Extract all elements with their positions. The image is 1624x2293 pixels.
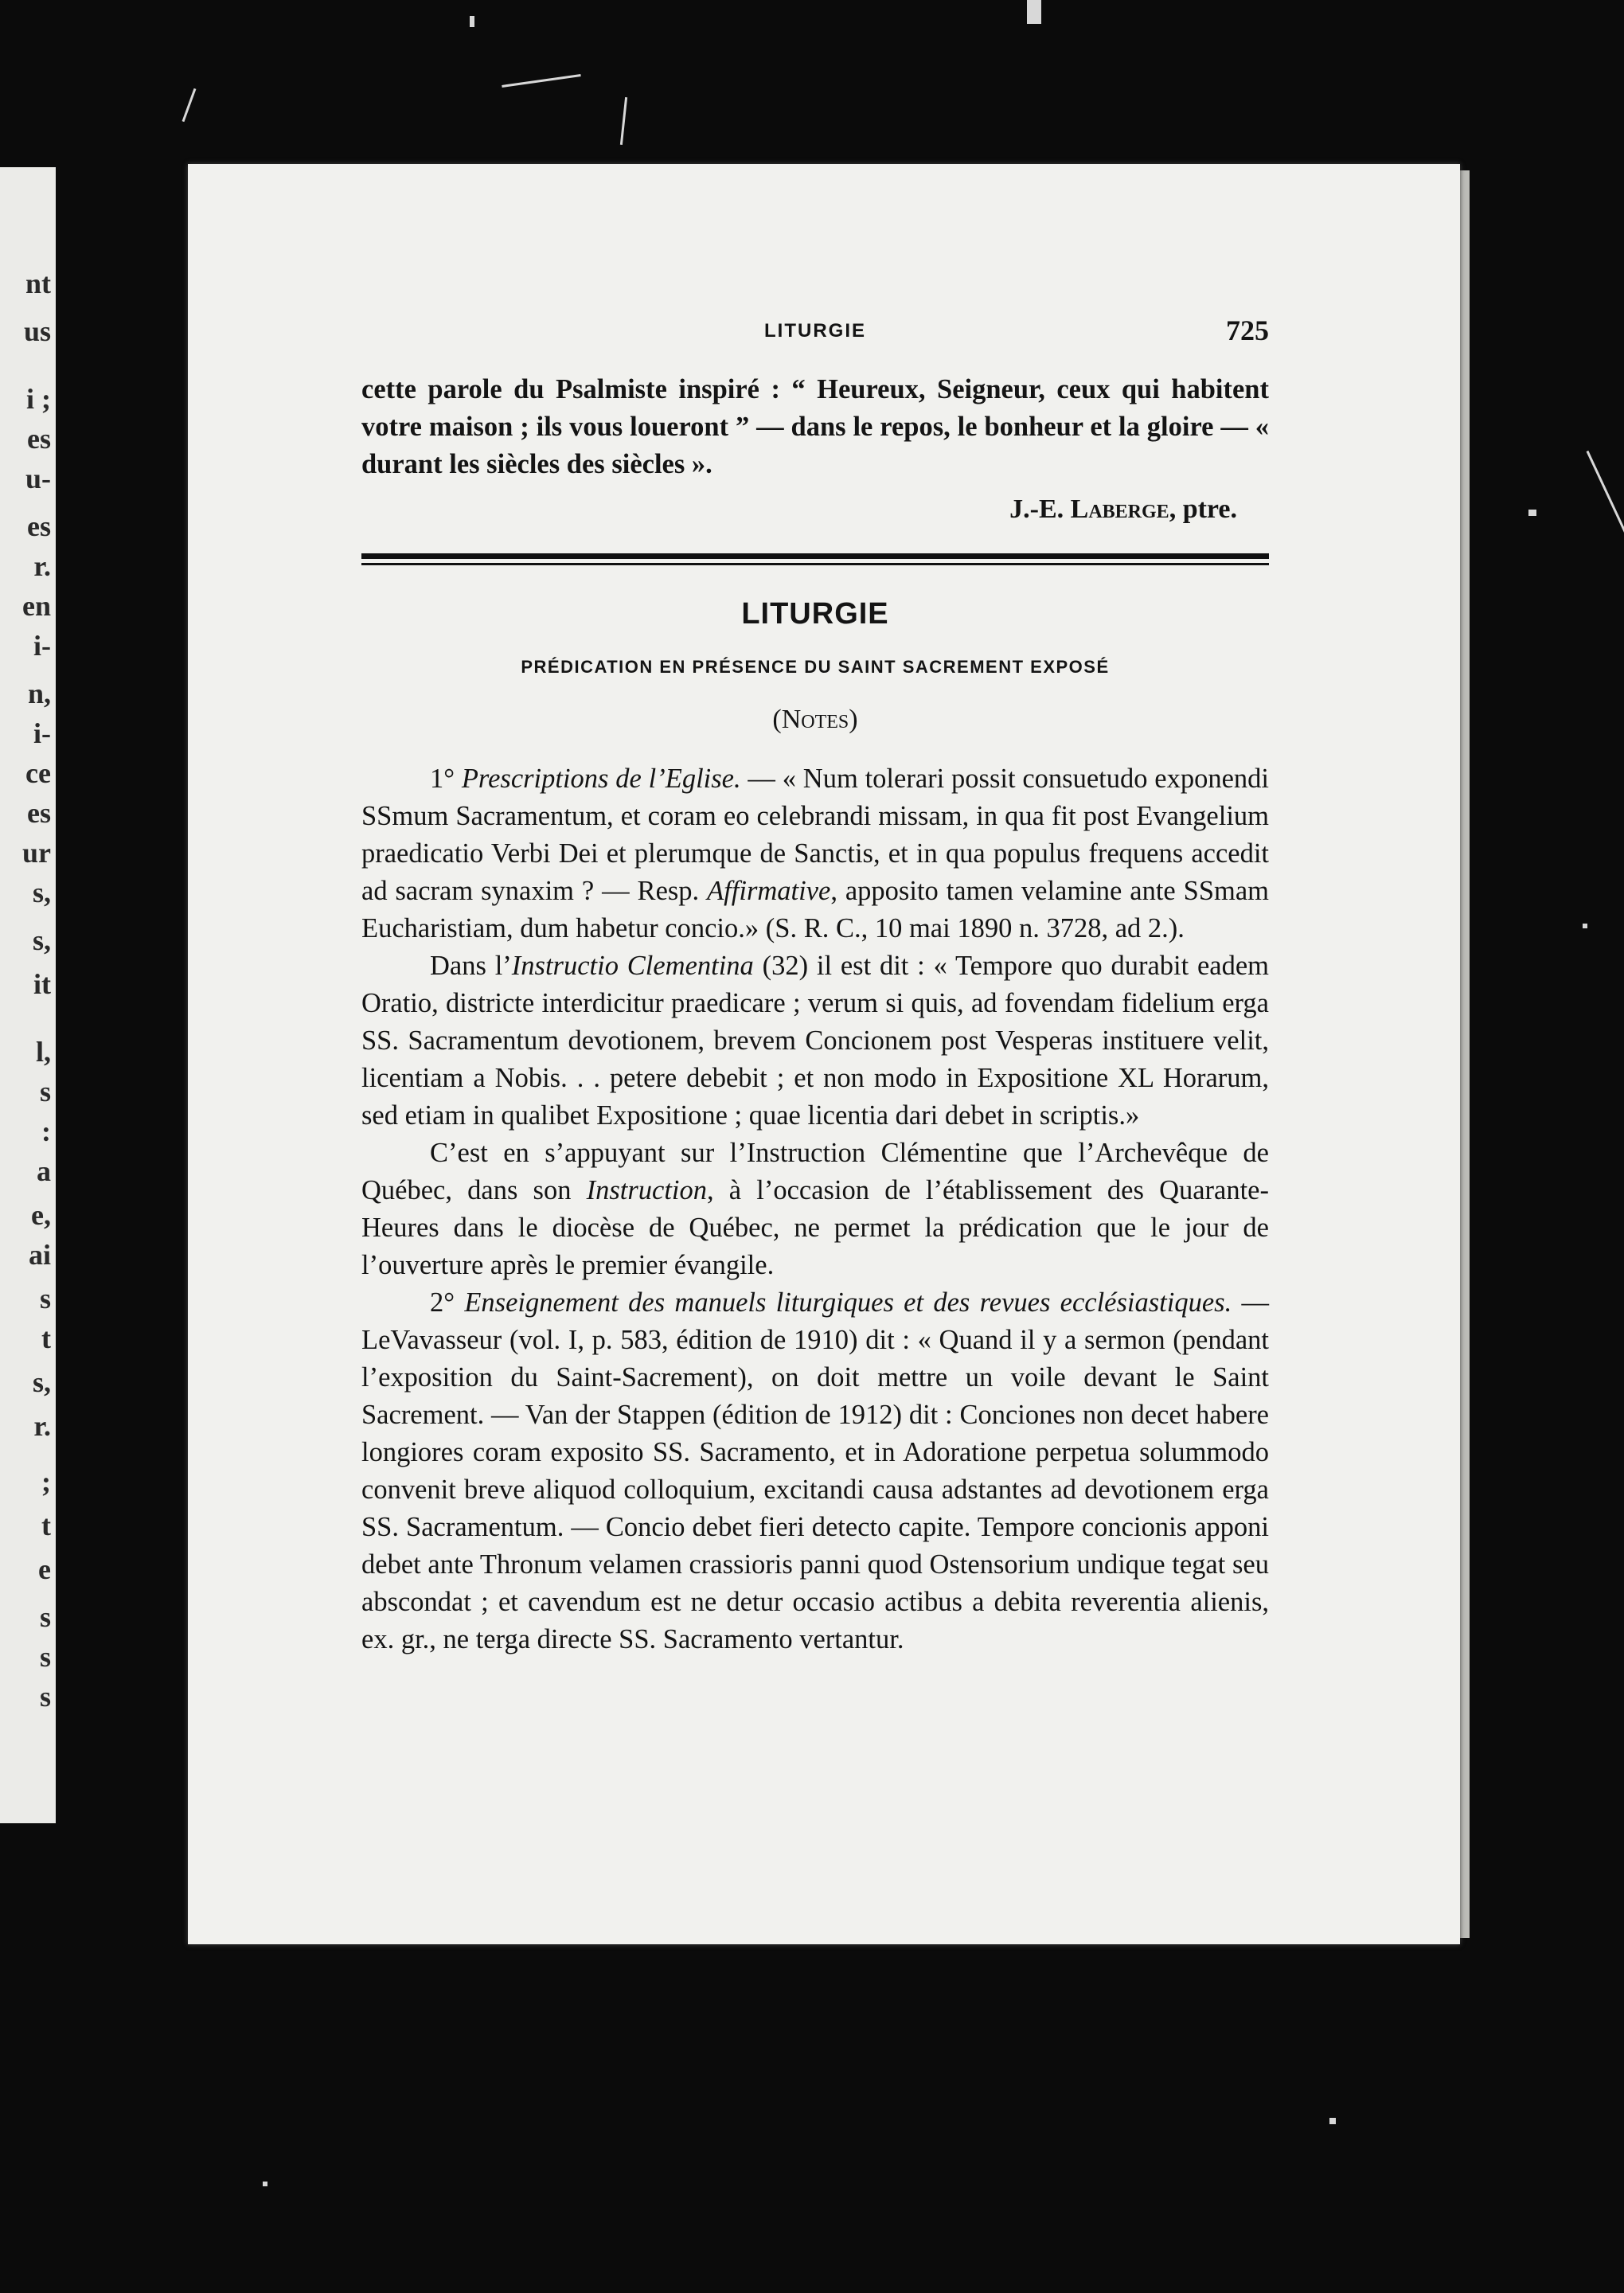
paragraph-4 — [361, 1284, 1269, 1658]
left-page-fragment: u- — [25, 463, 51, 494]
scan-mark — [502, 74, 580, 88]
scan-mark — [1587, 451, 1624, 553]
left-page-fragment: e — [38, 1553, 51, 1585]
p3-text-b: , à l’occasion de l’établissement des Quarante-Heures dans le diocèse de Québec, ne permet la prédication que le jour de l’ouverture après le premier évangile. — [361, 1175, 1269, 1280]
left-page-fragment: en — [22, 590, 51, 622]
signature-name: Laberge — [1070, 494, 1169, 524]
running-head — [361, 314, 1269, 354]
left-page-fragment: nt — [25, 268, 51, 299]
notes-label: (Notes) — [772, 705, 858, 734]
left-page-fragment: ; — [41, 1466, 51, 1498]
page-edge — [1460, 170, 1470, 1938]
left-page-fragment: es — [27, 423, 51, 455]
scan-mark — [1027, 0, 1041, 24]
left-page-fragment: : — [41, 1115, 51, 1147]
left-page-fragment: t — [41, 1510, 51, 1541]
left-page-fragment: es — [27, 797, 51, 829]
left-page-fragment: s, — [32, 1366, 51, 1398]
left-page-fragment: s — [39, 1681, 51, 1713]
left-page-fragment: r. — [33, 550, 51, 582]
signature-initials: J.-E. — [1009, 494, 1071, 524]
scan-mark — [620, 97, 627, 145]
paragraph-3 — [361, 1135, 1269, 1284]
closing-paragraph: cette parole du Psalmiste inspiré : “ Heureux, Seigneur, ceux qui habitent votre maison ; ils vous loueront ” — dans le repos, le bonheur et la gloire — « durant les siècles des siècles ». — [361, 374, 1269, 479]
left-page-fragment: s — [39, 1076, 51, 1107]
left-page-fragment: ai — [28, 1239, 51, 1271]
divider-thick-rule — [361, 553, 1269, 559]
paragraph-1 — [361, 760, 1269, 947]
scan-mark — [182, 88, 197, 122]
left-page-fragment: l, — [35, 1036, 51, 1068]
scan-mark — [1583, 924, 1587, 928]
left-page-fragment: it — [33, 968, 51, 1000]
p1-heading: Prescriptions de l’Eglise. — [461, 764, 741, 794]
page-content — [361, 314, 1269, 1658]
scan-mark — [1329, 2118, 1336, 2124]
left-page-fragment: n, — [27, 678, 51, 709]
scan-mark — [263, 2182, 267, 2186]
left-page-fragment: ce — [25, 757, 51, 789]
signature-suffix: , ptre. — [1169, 494, 1237, 524]
p4-heading: Enseignement des manuels liturgiques et des revues ecclésiastiques. — [464, 1287, 1232, 1318]
scan-mark — [470, 16, 474, 27]
left-page-fragment: s, — [32, 877, 51, 908]
paragraph-2 — [361, 947, 1269, 1135]
left-page-fragment: t — [41, 1322, 51, 1354]
author-signature — [361, 494, 1269, 525]
p1-number: 1° — [430, 764, 462, 794]
left-page-fragment: r. — [33, 1410, 51, 1442]
left-page-fragment: s — [39, 1283, 51, 1314]
left-page-fragment: us — [23, 315, 51, 347]
left-page-fragment: e, — [31, 1199, 51, 1231]
scan-mark — [1528, 510, 1536, 516]
page-number: 725 — [1226, 314, 1269, 346]
p3-text-a: C’est en s’appuyant sur l’Instruction Clémentine que l’Archevêque de Québec, dans son — [361, 1138, 1269, 1205]
p4-number: 2° — [430, 1287, 465, 1318]
left-page-fragment: i- — [33, 717, 51, 749]
previous-article-ending — [361, 371, 1269, 483]
p1-affirmative: Affirmative — [707, 876, 831, 906]
left-page-fragment: i- — [33, 630, 51, 662]
p3-italic: Instruction — [586, 1175, 708, 1205]
document-page — [188, 164, 1460, 1944]
divider-thin-rule — [361, 563, 1269, 565]
running-title: LITURGIE — [764, 320, 866, 342]
left-page-fragment: ur — [22, 837, 51, 869]
p4-text: — LeVavasseur (vol. I, p. 583, édition de 1910) dit : « Quand il y a sermon (pendant l’exposition du Saint-Sacrement), on doit mettre un voile devant le Saint Sacrement. — Van der Stappen (édition de 1912) dit : Conciones non decet habere longiores coram exposito SS. Sacramento, et in Adoratione perpetua solummodo convenit breve aliquod colloquium, excitandi causa adstantes ad devotionem erga SS. Sacramentum. — Concio debet fieri detecto capite. Tempore concionis apponi debet ante Thronum velamen crassioris panni quod Ostensorium undique tegat seu abscondat ; et cavendum est ne detur occasio actibus a debita reverentia alienis, ex. gr., ne terga directe SS. Sacramento vertantur. — [361, 1287, 1269, 1654]
left-page-fragment: s — [39, 1601, 51, 1633]
article-body — [361, 760, 1269, 1658]
adjacent-page-strip — [0, 167, 56, 1823]
left-page-fragment: s — [39, 1641, 51, 1673]
left-page-fragment: es — [27, 510, 51, 542]
p2-text-b: (32) il est dit : « Tempore quo durabit eadem Oratio, districte interdicitur praedicare ; verum si quis, ad fovendam fidelium erga SS. Sacramentum devotionem, brevem Concionem post Vesperas instituere velit, licentiam a Nobis. . . petere debebit ; et non modo in Expositione XL Horarum, sed etiam in qualibet Expositione ; quae licentia dari debet in scriptis.» — [361, 951, 1269, 1131]
left-page-fragment: a — [37, 1155, 51, 1187]
p1-text-a: — « Num tolerari possit consuetudo exponendi SSmum Sacramentum, et coram eo celebrandi missam, in qua fit post Evangelium praedicatio Verbi Dei et plerumque de Sanctis, et in qua populus frequens accedit ad sacram synaxim ? — Resp. — [361, 764, 1270, 906]
article-subtitle: PRÉDICATION EN PRÉSENCE DU SAINT SACREMENT EXPOSÉ — [521, 657, 1110, 677]
p1-text-b: , apposito tamen velamine ante SSmam Eucharistiam, dum habetur concio.» (S. R. C., 10 mai 1890 n. 3728, ad 2.). — [361, 876, 1270, 943]
article-title: LITURGIE — [741, 597, 889, 631]
p2-text-a: Dans l’ — [430, 951, 512, 981]
left-page-fragment: s, — [32, 924, 51, 956]
p2-italic: Instructio Clementina — [511, 951, 754, 981]
section-divider — [361, 553, 1269, 565]
left-page-fragment: i ; — [26, 383, 51, 415]
